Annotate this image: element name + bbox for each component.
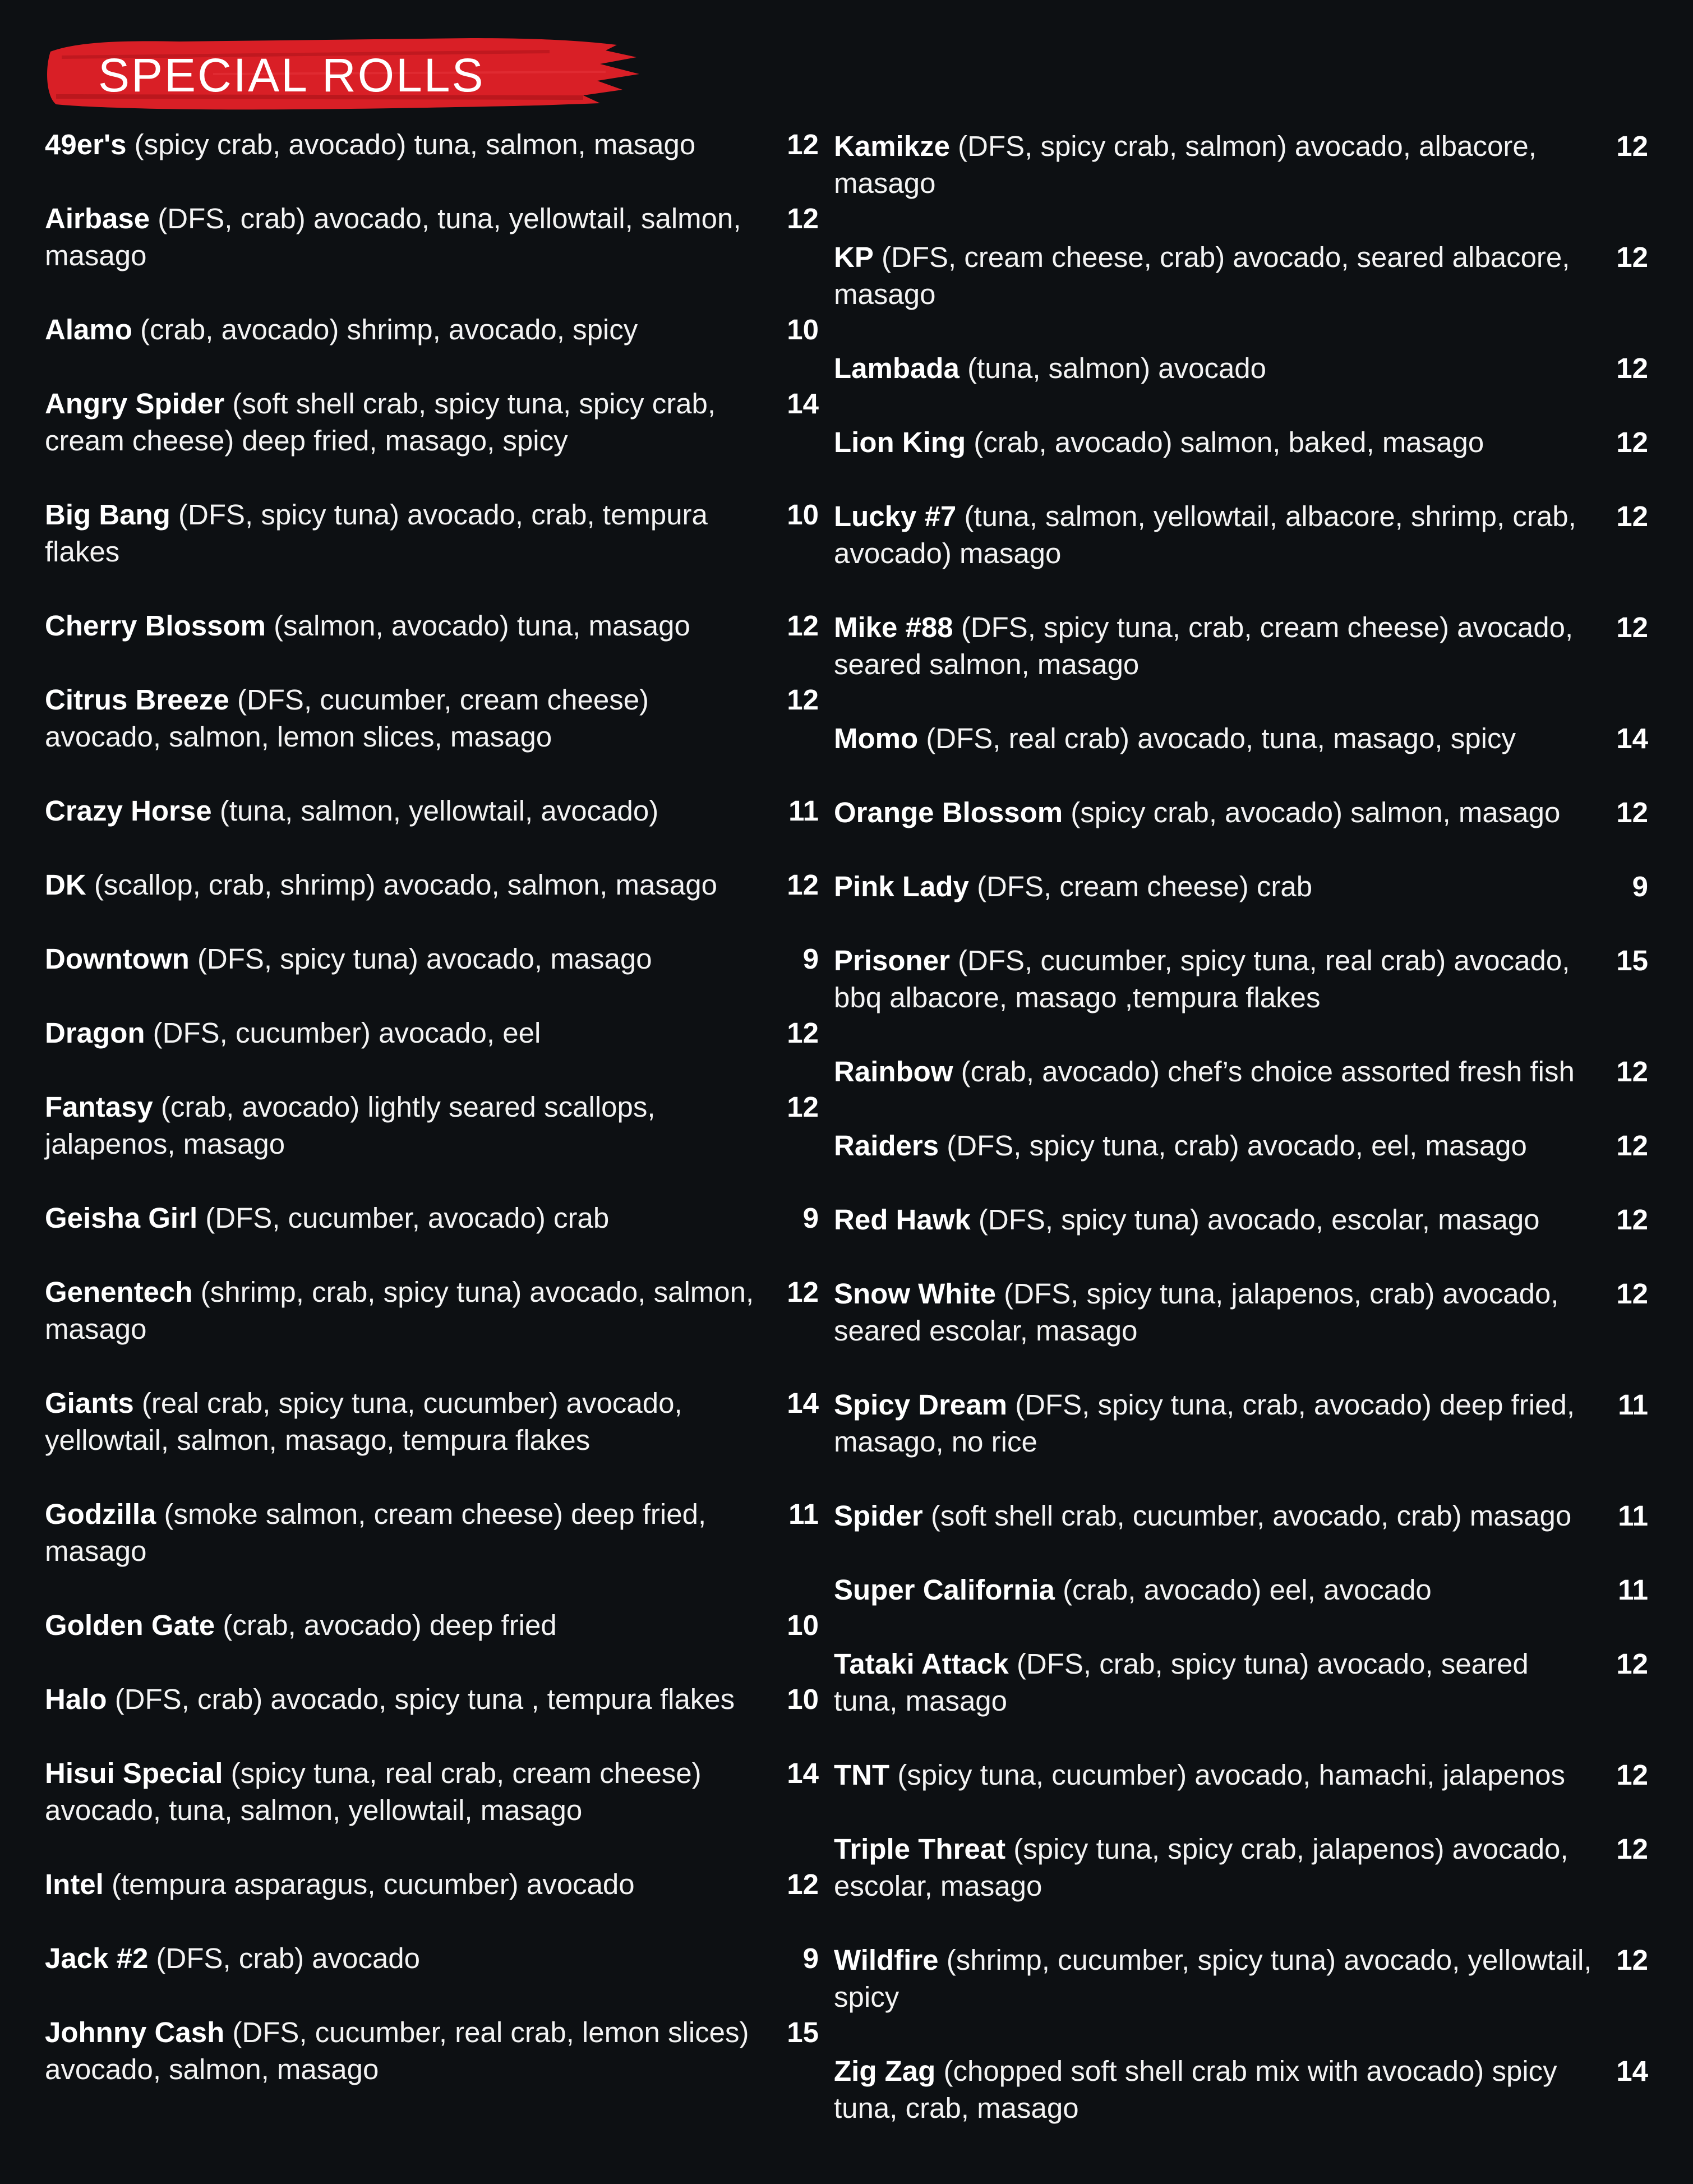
- menu-item-name: Johnny Cash: [45, 2016, 225, 2048]
- menu-item: [45, 1089, 819, 1163]
- menu-item-name: Spider: [834, 1500, 923, 1532]
- menu-item-name: Dragon: [45, 1017, 145, 1049]
- menu-column-left: [45, 126, 819, 2125]
- menu-item-name: Geisha Girl: [45, 1202, 198, 1234]
- menu-item-text: [834, 128, 1592, 202]
- menu-item-price: 14: [787, 388, 819, 420]
- menu-item-name: Giants: [45, 1387, 134, 1419]
- menu-item-text: [834, 1053, 1592, 1090]
- menu-item-name: Cherry Blossom: [45, 610, 266, 642]
- menu-item-name: 49er's: [45, 128, 127, 160]
- menu-item-price: 14: [1616, 2055, 1648, 2087]
- menu-item-name: Momo: [834, 722, 919, 754]
- menu-item-price: 11: [788, 795, 819, 827]
- menu-item-price: 12: [1616, 500, 1648, 532]
- menu-item-price: 9: [802, 943, 819, 975]
- menu-item-name: Kamikze: [834, 130, 950, 162]
- menu-item-description: (spicy tuna, real crab, cream cheese) avocado, tuna, salmon, yellowtail, masago: [45, 1757, 702, 1826]
- menu-item: [45, 311, 819, 348]
- menu-item: [834, 868, 1648, 905]
- menu-item-price: 12: [1616, 1204, 1648, 1236]
- menu-item-price: 12: [1616, 1056, 1648, 1088]
- menu-item-text: [45, 2014, 768, 2088]
- menu-item-price: 12: [787, 1868, 819, 1900]
- menu-item: [834, 350, 1648, 387]
- menu-item-name: Hisui Special: [45, 1757, 223, 1789]
- menu-item-price: 11: [1618, 1500, 1648, 1532]
- menu-item-description: (tuna, salmon, yellowtail, albacore, shrimp, crab, avocado) masago: [834, 500, 1576, 569]
- menu-item-text: [834, 1757, 1592, 1794]
- menu-item-description: (tuna, salmon) avocado: [967, 352, 1267, 384]
- menu-item-name: DK: [45, 869, 86, 901]
- menu-item: [834, 609, 1648, 683]
- menu-item-text: [834, 720, 1592, 757]
- menu-item-price: 12: [787, 610, 819, 642]
- menu-item: [834, 424, 1648, 461]
- menu-item-name: Raiders: [834, 1130, 939, 1162]
- menu-item-text: [45, 1274, 768, 1348]
- menu-item-description: (DFS, spicy tuna) avocado, masago: [197, 943, 652, 975]
- menu-item-description: (DFS, cucumber, cream cheese) avocado, salmon, lemon slices, masago: [45, 684, 649, 753]
- menu-item-description: (spicy tuna, spicy crab, jalapenos) avocado, escolar, masago: [834, 1833, 1569, 1902]
- menu-item-description: (shrimp, crab, spicy tuna) avocado, salmon, masago: [45, 1276, 754, 1345]
- menu-item-price: 12: [787, 1276, 819, 1308]
- menu-item-price: 11: [1618, 1574, 1648, 1606]
- menu-item-name: Super California: [834, 1574, 1055, 1606]
- menu-item: [45, 1940, 819, 1977]
- menu-item-price: 12: [1616, 1759, 1648, 1791]
- menu-item-name: Pink Lady: [834, 870, 969, 902]
- menu-item: [834, 2053, 1648, 2127]
- menu-item-description: (salmon, avocado) tuna, masago: [274, 610, 690, 642]
- menu-item-description: (crab, avocado) lightly seared scallops, jalapenos, masago: [45, 1091, 656, 1160]
- menu-item-text: [45, 1385, 768, 1459]
- menu-item-price: 12: [787, 869, 819, 901]
- menu-item-text: [834, 498, 1592, 572]
- menu-item-name: Crazy Horse: [45, 795, 212, 827]
- menu-item: [45, 607, 819, 644]
- menu-item-text: [834, 424, 1592, 461]
- menu-item: [45, 126, 819, 163]
- menu-item-description: (spicy crab, avocado) tuna, salmon, masago: [134, 128, 696, 160]
- menu-item-text: [45, 941, 768, 978]
- menu-item-text: [834, 1646, 1592, 1720]
- menu-item: [45, 1496, 819, 1570]
- menu-item: [834, 794, 1648, 831]
- menu-item-name: Spicy Dream: [834, 1389, 1007, 1421]
- menu-item-name: TNT: [834, 1759, 890, 1791]
- menu-item-price: 12: [1616, 241, 1648, 273]
- menu-item: [834, 1386, 1648, 1460]
- menu-item: [45, 1385, 819, 1459]
- menu-item: [834, 1498, 1648, 1535]
- menu-item-text: [45, 311, 768, 348]
- menu-item-name: Wildfire: [834, 1944, 939, 1976]
- menu-item-description: (DFS, crab, spicy tuna) avocado, seared tuna, masago: [834, 1648, 1529, 1717]
- menu-item-description: (chopped soft shell crab mix with avocado) spicy tuna, crab, masago: [834, 2055, 1557, 2124]
- menu-item-text: [834, 1942, 1592, 2016]
- menu-item-description: (DFS, spicy tuna) avocado, escolar, masago: [978, 1204, 1540, 1236]
- menu-item: [45, 867, 819, 904]
- menu-item-description: (DFS, spicy tuna, crab, avocado) deep fried, masago, no rice: [834, 1389, 1575, 1458]
- menu-item-text: [834, 1275, 1592, 1349]
- menu-item-name: Lucky #7: [834, 500, 957, 532]
- menu-item-price: 10: [787, 314, 819, 345]
- menu-item: [45, 1755, 819, 1829]
- menu-item-name: Lambada: [834, 352, 959, 384]
- menu-item-price: 14: [787, 1387, 819, 1419]
- menu-item-text: [834, 1386, 1592, 1460]
- menu-item-name: Downtown: [45, 943, 190, 975]
- menu-item-price: 12: [787, 202, 819, 234]
- menu-item-description: (spicy tuna, cucumber) avocado, hamachi, jalapenos: [897, 1759, 1565, 1791]
- menu-item-price: 12: [1616, 796, 1648, 828]
- menu-item-price: 12: [1616, 1833, 1648, 1865]
- section-header: [45, 35, 645, 114]
- menu-item-name: Rainbow: [834, 1056, 953, 1088]
- menu-item: [834, 1572, 1648, 1609]
- menu-item-price: 12: [1616, 1130, 1648, 1162]
- menu-item-text: [834, 1572, 1592, 1609]
- menu-item-price: 14: [787, 1757, 819, 1789]
- menu-item-name: Tataki Attack: [834, 1648, 1009, 1680]
- menu-item-price: 12: [1616, 130, 1648, 162]
- menu-item: [45, 385, 819, 459]
- menu-item: [45, 681, 819, 755]
- menu-item: [834, 1127, 1648, 1164]
- menu-item-name: Orange Blossom: [834, 796, 1063, 828]
- menu-item-text: [834, 794, 1592, 831]
- menu-item-text: [834, 1498, 1592, 1535]
- menu-item-description: (crab, avocado) shrimp, avocado, spicy: [140, 314, 638, 345]
- menu-item-name: Godzilla: [45, 1498, 156, 1530]
- menu-item-description: (tuna, salmon, yellowtail, avocado): [219, 795, 659, 827]
- menu-item: [834, 128, 1648, 202]
- menu-item-text: [45, 1200, 768, 1237]
- menu-item-price: 14: [1616, 722, 1648, 754]
- menu-item-name: Citrus Breeze: [45, 684, 229, 716]
- menu-item-text: [45, 867, 768, 904]
- menu-item-price: 12: [787, 684, 819, 716]
- menu-item-name: Alamo: [45, 314, 132, 345]
- menu-item-name: Intel: [45, 1868, 104, 1900]
- menu-item-text: [45, 496, 768, 570]
- menu-item: [834, 1831, 1648, 1905]
- menu-item-text: [45, 1607, 768, 1644]
- menu-item-price: 9: [802, 1942, 819, 1974]
- menu-item-price: 11: [788, 1498, 819, 1530]
- menu-item-text: [45, 607, 768, 644]
- menu-item-name: Lion King: [834, 426, 966, 458]
- menu-item-text: [834, 1201, 1592, 1238]
- menu-item-text: [45, 385, 768, 459]
- menu-item: [834, 942, 1648, 1016]
- menu-item-description: (DFS, cucumber, real crab, lemon slices) avocado, salmon, masago: [45, 2016, 749, 2085]
- menu-item-price: 12: [1616, 352, 1648, 384]
- menu-item-description: (DFS, spicy tuna) avocado, crab, tempura flakes: [45, 499, 708, 568]
- menu-item: [45, 792, 819, 830]
- menu-item-description: (DFS, spicy crab, salmon) avocado, albacore, masago: [834, 130, 1537, 199]
- menu-item-description: (DFS, spicy tuna, jalapenos, crab) avocado, seared escolar, masago: [834, 1278, 1559, 1347]
- menu-item-price: 12: [787, 1091, 819, 1123]
- menu-item-description: (spicy crab, avocado) salmon, masago: [1071, 796, 1561, 828]
- menu-item-price: 12: [1616, 426, 1648, 458]
- menu-item-text: [45, 1755, 768, 1829]
- menu-item-name: Halo: [45, 1683, 107, 1715]
- menu-item: [45, 2014, 819, 2088]
- menu-item-name: Genentech: [45, 1276, 193, 1308]
- menu-item-description: (DFS, crab) avocado, tuna, yellowtail, salmon, masago: [45, 202, 741, 271]
- menu-item-text: [45, 1866, 768, 1903]
- menu-item-text: [45, 1089, 768, 1163]
- menu-item-price: 11: [1618, 1389, 1648, 1421]
- menu-item-description: (crab, avocado) salmon, baked, masago: [974, 426, 1484, 458]
- menu-item: [45, 200, 819, 274]
- menu-item-name: Snow White: [834, 1278, 996, 1310]
- menu-item-text: [45, 1496, 768, 1570]
- menu-item-text: [834, 239, 1592, 313]
- menu-item-text: [45, 200, 768, 274]
- page-title: SPECIAL ROLLS: [98, 49, 485, 102]
- menu-item-text: [45, 681, 768, 755]
- menu-item: [834, 1942, 1648, 2016]
- menu-item-price: 15: [1616, 944, 1648, 976]
- menu-item-text: [834, 942, 1592, 1016]
- menu-item: [45, 941, 819, 978]
- menu-item-text: [834, 609, 1592, 683]
- menu-item-description: (smoke salmon, cream cheese) deep fried, masago: [45, 1498, 707, 1567]
- menu-item-text: [45, 792, 768, 830]
- menu-item: [834, 720, 1648, 757]
- menu-item-description: (DFS, spicy tuna, crab, cream cheese) avocado, seared salmon, masago: [834, 611, 1574, 680]
- menu-item-name: Prisoner: [834, 944, 950, 976]
- menu-item-text: [45, 1681, 768, 1718]
- menu-item-text: [45, 1015, 768, 1052]
- menu-item-price: 12: [1616, 1944, 1648, 1976]
- menu-item-name: Mike #88: [834, 611, 953, 643]
- menu-item: [45, 1866, 819, 1903]
- menu-item-price: 9: [1632, 870, 1648, 902]
- menu-item-description: (crab, avocado) deep fried: [223, 1609, 557, 1641]
- menu-item-price: 12: [787, 1017, 819, 1049]
- menu-item-text: [45, 126, 768, 163]
- menu-item: [45, 1274, 819, 1348]
- menu-item-description: (DFS, spicy tuna, crab) avocado, eel, masago: [947, 1130, 1527, 1162]
- menu-item-description: (tempura asparagus, cucumber) avocado: [112, 1868, 635, 1900]
- menu-item-description: (crab, avocado) chef’s choice assorted fresh fish: [961, 1056, 1575, 1088]
- menu-item-description: (DFS, real crab) avocado, tuna, masago, spicy: [926, 722, 1516, 754]
- menu-item: [834, 1053, 1648, 1090]
- menu-item-text: [834, 1127, 1592, 1164]
- menu-item-description: (DFS, cucumber, spicy tuna, real crab) avocado, bbq albacore, masago ,tempura flakes: [834, 944, 1570, 1013]
- menu-item: [45, 496, 819, 570]
- menu-column-right: [834, 128, 1648, 2164]
- menu-item-description: (real crab, spicy tuna, cucumber) avocado, yellowtail, salmon, masago, tempura flakes: [45, 1387, 682, 1456]
- menu-item-description: (soft shell crab, spicy tuna, spicy crab, cream cheese) deep fried, masago, spicy: [45, 388, 716, 457]
- menu-item-name: Airbase: [45, 202, 150, 234]
- menu-item-description: (DFS, crab) avocado, spicy tuna , tempura flakes: [114, 1683, 735, 1715]
- menu-item: [45, 1681, 819, 1718]
- menu-item: [45, 1200, 819, 1237]
- menu-item: [45, 1607, 819, 1644]
- menu-item: [45, 1015, 819, 1052]
- menu-item-description: (scallop, crab, shrimp) avocado, salmon, masago: [94, 869, 717, 901]
- menu-item-name: Angry Spider: [45, 388, 225, 420]
- menu-item-price: 10: [787, 1609, 819, 1641]
- menu-item-text: [834, 868, 1592, 905]
- menu-item-price: 12: [1616, 1648, 1648, 1680]
- menu-item-price: 10: [787, 499, 819, 531]
- menu-item-price: 15: [787, 2016, 819, 2048]
- menu-item-description: (DFS, cucumber) avocado, eel: [153, 1017, 541, 1049]
- menu-item: [834, 1646, 1648, 1720]
- menu-item-name: Big Bang: [45, 499, 170, 531]
- menu-item-name: Triple Threat: [834, 1833, 1006, 1865]
- menu-item-text: [834, 2053, 1592, 2127]
- menu-item-text: [834, 1831, 1592, 1905]
- menu-item-price: 12: [787, 128, 819, 160]
- menu-item-name: Jack #2: [45, 1942, 149, 1974]
- menu-item-description: (soft shell crab, cucumber, avocado, crab) masago: [930, 1500, 1572, 1532]
- menu-item: [834, 1757, 1648, 1794]
- menu-item-description: (DFS, crab) avocado: [156, 1942, 421, 1974]
- menu-item-text: [45, 1940, 768, 1977]
- menu-item-name: Golden Gate: [45, 1609, 215, 1641]
- menu-item-name: Fantasy: [45, 1091, 153, 1123]
- menu-item-name: Zig Zag: [834, 2055, 936, 2087]
- menu-item-description: (DFS, cream cheese) crab: [977, 870, 1313, 902]
- menu-item-description: (shrimp, cucumber, spicy tuna) avocado, yellowtail, spicy: [834, 1944, 1592, 2013]
- menu-item-description: (crab, avocado) eel, avocado: [1063, 1574, 1432, 1606]
- menu-item-price: 12: [1616, 1278, 1648, 1310]
- menu-item: [834, 239, 1648, 313]
- menu-item-price: 10: [787, 1683, 819, 1715]
- menu-item-text: [834, 350, 1592, 387]
- menu-item-name: KP: [834, 241, 874, 273]
- menu-item: [834, 1275, 1648, 1349]
- menu-item: [834, 498, 1648, 572]
- menu-item: [834, 1201, 1648, 1238]
- menu-item-name: Red Hawk: [834, 1204, 971, 1236]
- menu-item-description: (DFS, cream cheese, crab) avocado, seared albacore, masago: [834, 241, 1570, 310]
- menu-item-price: 9: [802, 1202, 819, 1234]
- menu-item-price: 12: [1616, 611, 1648, 643]
- menu-item-description: (DFS, cucumber, avocado) crab: [205, 1202, 610, 1234]
